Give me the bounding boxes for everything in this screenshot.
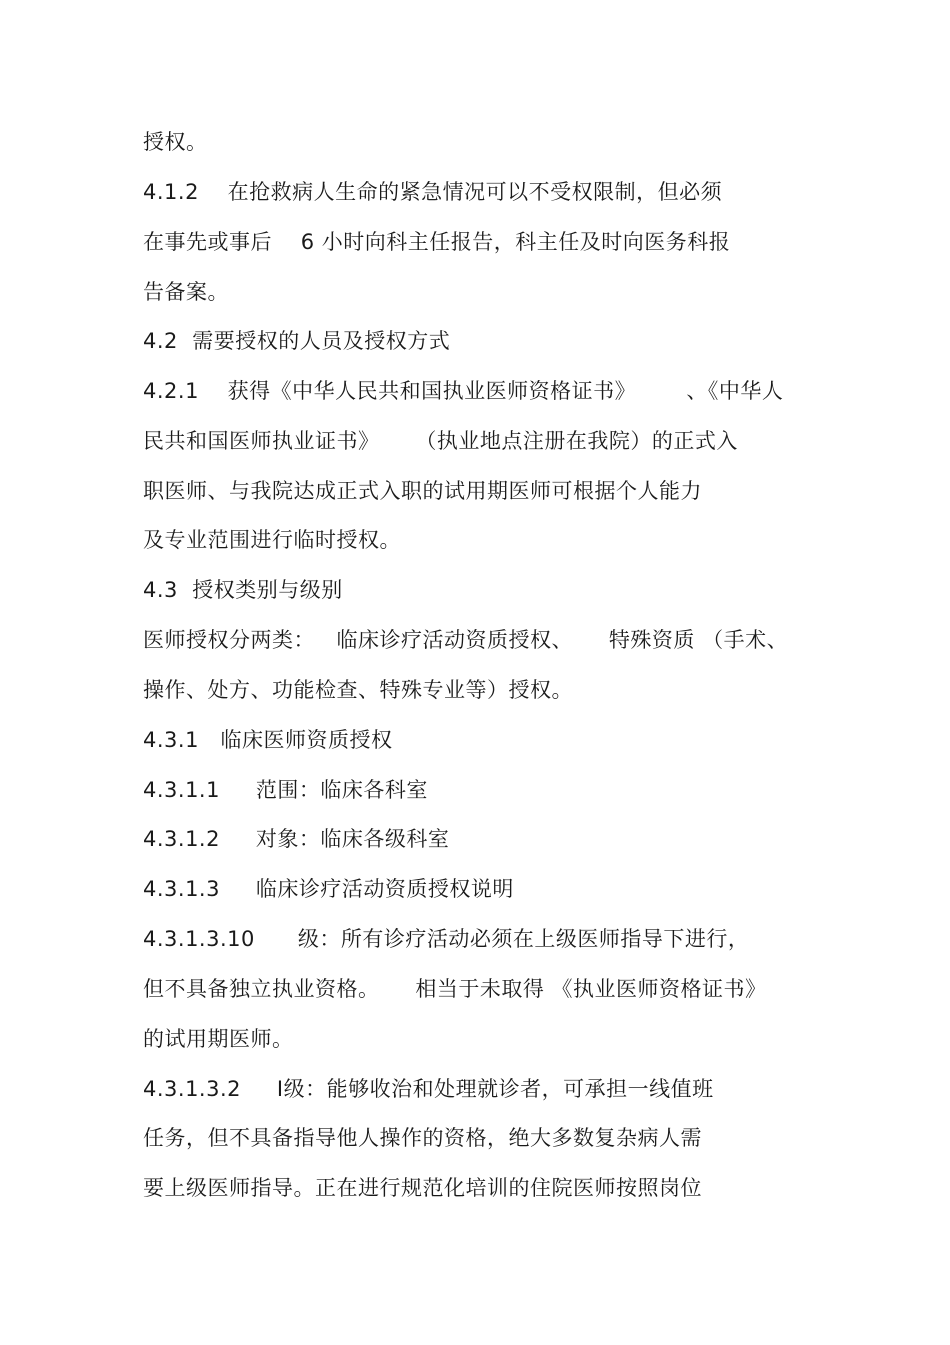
section-heading: 4.3.1 临床医师资质授权 (143, 728, 393, 752)
text-line: 4.2.1 获得《中华人民共和国执业医师资格证书》 、《中华人 (143, 379, 784, 403)
text-line: 4.3.1.3 临床诊疗活动资质授权说明 (143, 877, 514, 901)
text-line: 4.3.1.1 范围：临床各科室 (143, 778, 428, 802)
text-line: 及专业范围进行临时授权。 (143, 528, 401, 552)
text-line: 在事先或事后 6 小时向科主任报告，科主任及时向医务科报 (143, 230, 731, 254)
text-line: 要上级医师指导。正在进行规范化培训的住院医师按照岗位 (143, 1176, 702, 1200)
text-line: 的试用期医师。 (143, 1027, 294, 1051)
text-line: 告备案。 (143, 280, 229, 304)
text-line: 4.1.2 在抢救病人生命的紧急情况可以不受权限制，但必须 (143, 180, 723, 204)
text-line: 医师授权分两类： 临床诊疗活动资质授权、 特殊资质 （手术、 (143, 628, 789, 652)
section-heading: 4.3 授权类别与级别 (143, 578, 343, 602)
text-line: 但不具备独立执业资格。 相当于未取得 《执业医师资格证书》 (143, 977, 767, 1001)
text-line: 操作、处方、功能检查、特殊专业等）授权。 (143, 678, 573, 702)
text-line: 任务，但不具备指导他人操作的资格，绝大多数复杂病人需 (143, 1126, 702, 1150)
text-line: 4.3.1.3.10 级：所有诊疗活动必须在上级医师指导下进行， (143, 927, 750, 951)
text-line: 授权。 (143, 130, 208, 154)
section-heading: 4.2 需要授权的人员及授权方式 (143, 329, 451, 353)
text-line: 民共和国医师执业证书》 （执业地点注册在我院）的正式入 (143, 429, 738, 453)
text-line: 4.3.1.2 对象：临床各级科室 (143, 827, 450, 851)
text-line: 职医师、与我院达成正式入职的试用期医师可根据个人能力 (143, 479, 702, 503)
text-line: 4.3.1.3.2 Ⅰ级：能够收治和处理就诊者，可承担一线值班 (143, 1077, 714, 1101)
